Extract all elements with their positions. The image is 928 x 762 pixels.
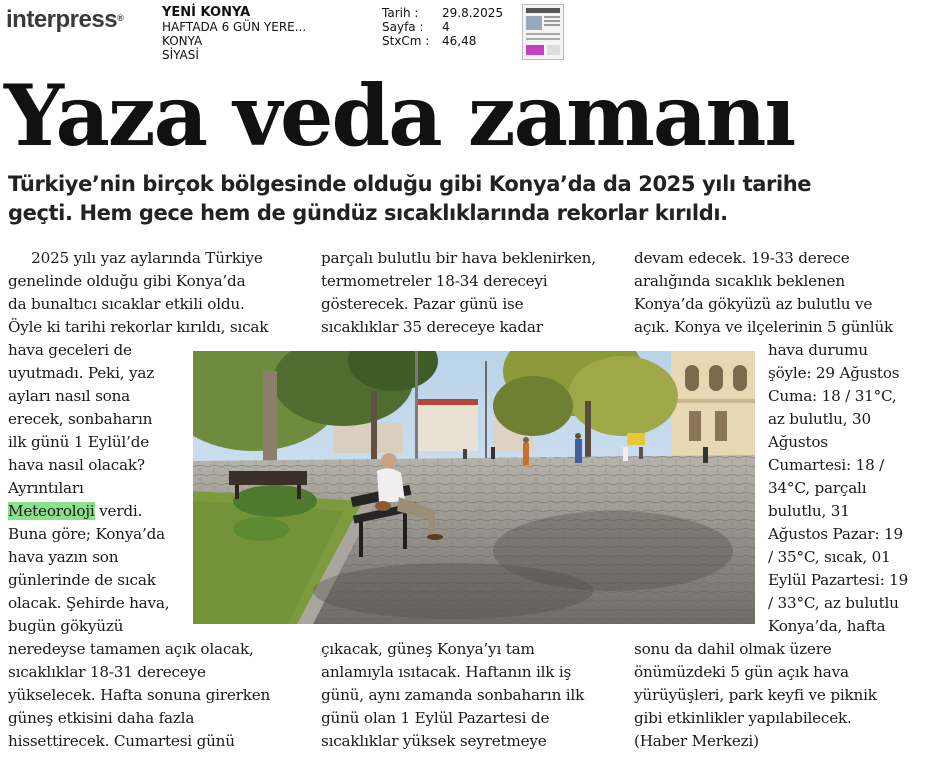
publication-city: KONYA (162, 34, 203, 48)
text-line: sıcaklıklar 35 dereceye kadar (321, 318, 543, 336)
text-line: neredeyse tamamen açık olacak, (8, 640, 254, 658)
text-line: (Haber Merkezi) (634, 732, 759, 750)
registered-mark: ® (117, 13, 124, 23)
column-1-bottom (8, 638, 308, 753)
size-value: 46,48 (442, 34, 477, 48)
subheadline (8, 170, 920, 228)
text-line: hava durumu (768, 341, 868, 359)
subheadline-line-2: geçti. Hem gece hem de gündüz sıcaklıklarında rekorlar kırıldı. (8, 201, 728, 225)
text-line: devam edecek. 19-33 derece (634, 249, 850, 267)
text-line: ayları nasıl sona (8, 387, 131, 405)
logo-text: interpress (6, 6, 118, 33)
column-2-top (321, 247, 621, 339)
text-line: az bulutlu, 30 (768, 410, 871, 428)
text-line: hissettirecek. Cumartesi günü (8, 732, 235, 750)
text-line: Konya’da gökyüzü az bulutlu ve (634, 295, 873, 313)
text-line: Ayrıntıları (8, 479, 84, 497)
text-line: Eylül Pazartesi: 19 (768, 571, 909, 589)
column-1-top (8, 247, 296, 339)
park-photo-illustration (193, 351, 755, 624)
text-line: günlerinde de sıcak (8, 571, 156, 589)
text-line: güneş etkisini daha fazla (8, 709, 195, 727)
highlighted-line (8, 500, 190, 523)
column-2-bottom (321, 638, 621, 753)
text-line: Konya’da, hafta (768, 617, 886, 635)
text-line: / 35°C, sıcak, 01 (768, 548, 891, 566)
publication-name: YENİ KONYA (162, 5, 251, 20)
text-line: Cumartesi: 18 / (768, 456, 885, 474)
text-line: aralığında sıcaklık beklenen (634, 272, 845, 290)
column-3-bottom (634, 638, 924, 753)
page-value: 4 (442, 20, 450, 34)
text-line: önümüzdeki 5 gün açık hava (634, 663, 849, 681)
publication-info (162, 6, 306, 62)
text-line: genelinde olduğu gibi Konya’da (8, 272, 246, 290)
column-1-narrow (8, 339, 190, 638)
size-row (382, 34, 503, 48)
size-label: StxCm : (382, 34, 430, 48)
text-line: sonu da dahil olmak üzere (634, 640, 832, 658)
park-photo (193, 351, 755, 624)
clip-stats (382, 6, 503, 48)
text-line: hava geceleri de (8, 341, 132, 359)
text-line: hava nasıl olacak? (8, 456, 145, 474)
publication-frequency: HAFTADA 6 GÜN YERE... (162, 20, 307, 34)
text-line: günü olan 1 Eylül Pazartesi de (321, 709, 550, 727)
text-line: açık. Konya ve ilçelerinin 5 günlük (634, 318, 894, 336)
page-thumbnail[interactable] (522, 4, 564, 60)
publication-category: SİYASİ (162, 48, 199, 62)
text-line: Cuma: 18 / 31°C, (768, 387, 897, 405)
page-row (382, 20, 503, 34)
text-line: anlamıyla ısıtacak. Haftanın ilk iş (321, 663, 572, 681)
text-line: 34°C, parçalı (768, 479, 867, 497)
text-line: ilk günü 1 Eylül’de (8, 433, 150, 451)
headline: Yaza veda zamanı (4, 66, 795, 165)
text-line: sıcaklıklar yüksek seyretmeye (321, 732, 547, 750)
text-line: hava yazın son (8, 548, 119, 566)
text-line: parçalı bulutlu bir hava beklenirken, (321, 249, 596, 267)
text-line: uyutmadı. Peki, yaz (8, 364, 155, 382)
date-row (382, 6, 503, 20)
text-line: Ağustos (768, 433, 828, 451)
highlighted-keyword: Meteoroloji (8, 502, 95, 520)
text-line: sıcaklıklar 18-31 dereceye (8, 663, 206, 681)
text-line: olacak. Şehirde hava, (8, 594, 170, 612)
date-label: Tarih : (382, 6, 419, 20)
page-label: Sayfa : (382, 20, 424, 34)
text-line: 2025 yılı yaz aylarında Türkiye (8, 249, 263, 267)
text-line: yürüyüşleri, park keyfi ve piknik (634, 686, 877, 704)
interpress-logo (6, 6, 123, 34)
column-3-top (634, 247, 924, 339)
text-line: bulutlu, 31 (768, 502, 850, 520)
text-line: erecek, sonbaharın (8, 410, 153, 428)
date-value: 29.8.2025 (442, 6, 504, 20)
subheadline-line-1: Türkiye’nin birçok bölgesinde olduğu gibi Konya’da da 2025 yılı tarihe (8, 172, 812, 196)
text-line: günü, aynı zamanda sonbaharın ilk (321, 686, 585, 704)
text-line: termometreler 18-34 dereceyi (321, 272, 548, 290)
text-line: da bunaltıcı sıcaklar etkili oldu. (8, 295, 245, 313)
text-line: / 33°C, az bulutlu (768, 594, 899, 612)
column-3-narrow (768, 339, 924, 638)
text-line: Buna göre; Konya’da (8, 525, 165, 543)
text-line: gösterecek. Pazar günü ise (321, 295, 524, 313)
text-line: Öyle ki tarihi rekorlar kırıldı, sıcak (8, 318, 269, 336)
text-line: çıkacak, güneş Konya’yı tam (321, 640, 535, 658)
text-line: şöyle: 29 Ağustos (768, 364, 900, 382)
text-fragment: verdi. (94, 502, 143, 520)
text-line: bugün gökyüzü (8, 617, 124, 635)
text-line: Ağustos Pazar: 19 (768, 525, 903, 543)
text-line: yükselecek. Hafta sonuna girerken (8, 686, 271, 704)
text-line: gibi etkinlikler yapılabilecek. (634, 709, 852, 727)
